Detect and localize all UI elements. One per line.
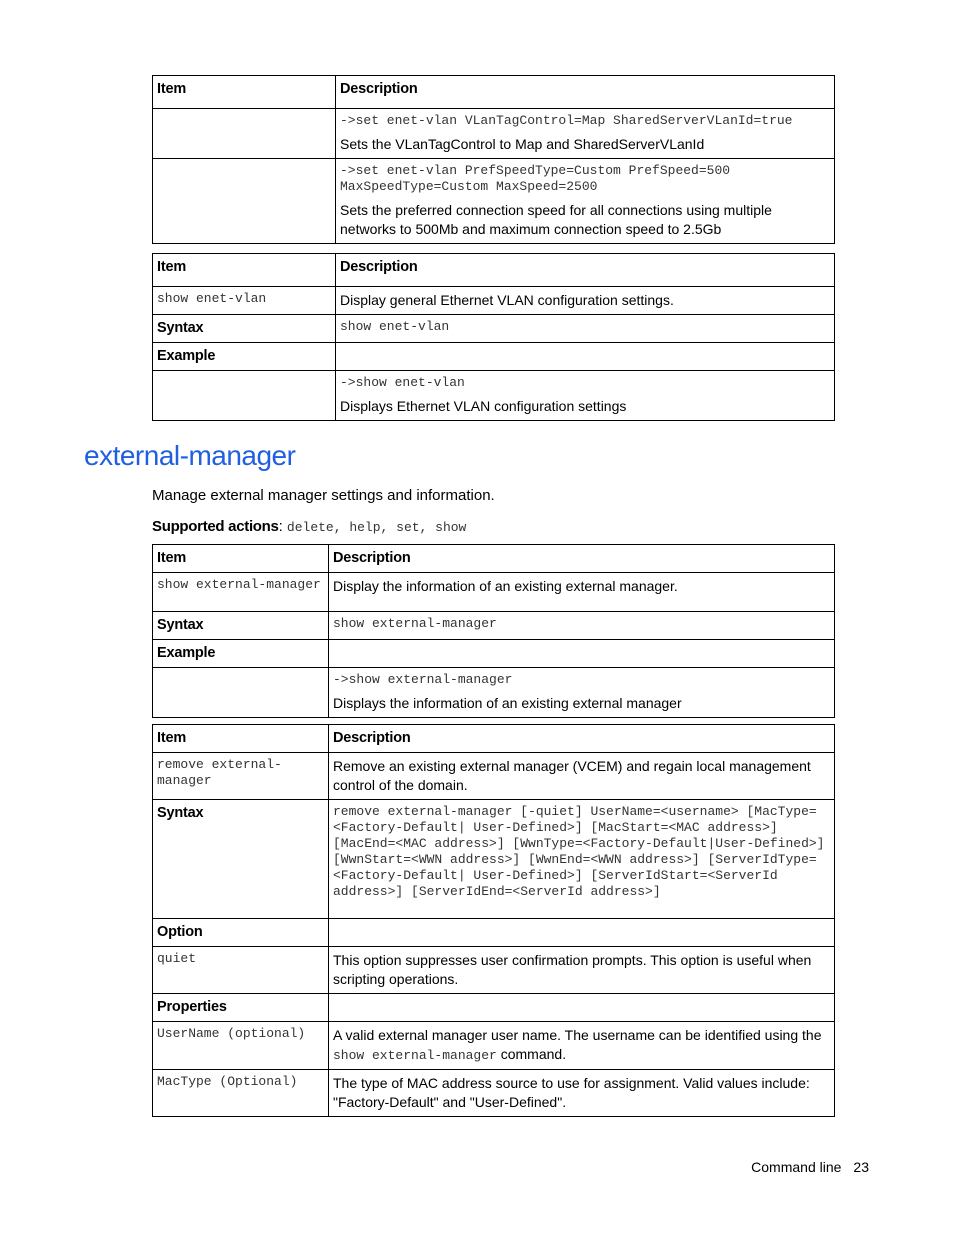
example-cell bbox=[336, 159, 835, 244]
option-name-cell bbox=[153, 947, 329, 994]
property-name-cell bbox=[153, 1070, 329, 1117]
example-command: ->set enet-vlan PrefSpeedType=Custom PrefSpeed=500 MaxSpeedType=Custom MaxSpeed=2500 bbox=[340, 163, 731, 194]
command-name-cell bbox=[153, 573, 329, 612]
syntax-text: show enet-vlan bbox=[340, 319, 450, 334]
property-name-cell bbox=[153, 1022, 329, 1070]
example-command: ->set enet-vlan VLanTagControl=Map SharedServerVLanId=true bbox=[340, 113, 793, 128]
header-description: Description bbox=[336, 76, 835, 109]
username-desc-suffix: command. bbox=[500, 1046, 567, 1062]
show-external-manager-table bbox=[152, 544, 835, 718]
command-name: show external-manager bbox=[157, 577, 321, 592]
syntax-label: Syntax bbox=[153, 315, 336, 343]
syntax-cell bbox=[336, 315, 835, 343]
remove-external-manager-table bbox=[152, 724, 835, 1117]
example-description: Sets the VLanTagControl to Map and SharedServerVLanId bbox=[340, 136, 705, 152]
example-label: Example bbox=[153, 640, 329, 668]
property-username: UserName (optional) bbox=[157, 1026, 306, 1041]
example-cell bbox=[336, 371, 835, 421]
property-mactype-description: The type of MAC address source to use for assignment. Valid values include: "Factory-Default" and "User-Defined". bbox=[329, 1070, 835, 1117]
username-desc-command: show external-manager bbox=[333, 1048, 497, 1063]
empty-cell bbox=[153, 668, 329, 718]
syntax-text: remove external-manager [-quiet] UserName=<username> [MacType=<Factory-Default| User-Defined>] [MacStart=<MAC address>] [MacEnd=<MAC address>] [WwnType=<Factory-Default|User-Defined>] [WwnStart=<WWN address>] [WwnEnd=<WWN address>] [ServerIdType=<Factory-Default| User-Defined>] [ServerIdStart=<ServerId address>] [ServerIdEnd=<ServerId address>] bbox=[333, 804, 825, 899]
empty-cell bbox=[329, 640, 835, 668]
page-number: 23 bbox=[853, 1159, 869, 1175]
empty-cell bbox=[329, 919, 835, 947]
example-command: ->show enet-vlan bbox=[340, 375, 465, 390]
empty-cell bbox=[153, 371, 336, 421]
example-description: Sets the preferred connection speed for all connections using multiple networks to 500Mb and maximum connection speed to 2.5Gb bbox=[340, 202, 772, 237]
syntax-label: Syntax bbox=[153, 800, 329, 919]
supported-actions-list: delete, help, set, show bbox=[286, 520, 467, 535]
syntax-text: show external-manager bbox=[333, 616, 497, 631]
set-enet-vlan-table bbox=[152, 75, 835, 244]
supported-actions-label: Supported actions bbox=[152, 518, 279, 535]
option-label: Option bbox=[153, 919, 329, 947]
syntax-cell bbox=[329, 800, 835, 919]
option-quiet: quiet bbox=[157, 951, 197, 966]
supported-actions-colon: : bbox=[278, 518, 283, 535]
footer-label: Command line bbox=[751, 1159, 842, 1175]
section-title: external-manager bbox=[84, 440, 296, 471]
command-description: Remove an existing external manager (VCEM) and regain local management control of the domain. bbox=[329, 753, 835, 800]
header-description: Description bbox=[329, 545, 835, 573]
empty-cell bbox=[329, 994, 835, 1022]
header-item: Item bbox=[153, 725, 329, 753]
example-description: Displays the information of an existing external manager bbox=[333, 695, 682, 711]
command-name-cell bbox=[153, 287, 336, 315]
supported-actions bbox=[152, 518, 466, 535]
section-intro: Manage external manager settings and information. bbox=[152, 487, 495, 504]
header-description: Description bbox=[329, 725, 835, 753]
example-description: Displays Ethernet VLAN configuration settings bbox=[340, 398, 627, 414]
show-enet-vlan-table bbox=[152, 253, 835, 421]
option-quiet-description: This option suppresses user confirmation prompts. This option is useful when scripting operations. bbox=[329, 947, 835, 994]
syntax-cell bbox=[329, 612, 835, 640]
header-description: Description bbox=[336, 254, 835, 287]
empty-cell bbox=[336, 343, 835, 371]
header-item: Item bbox=[153, 254, 336, 287]
property-mactype: MacType (Optional) bbox=[157, 1074, 298, 1089]
header-item: Item bbox=[153, 545, 329, 573]
header-item: Item bbox=[153, 76, 336, 109]
properties-label: Properties bbox=[153, 994, 329, 1022]
example-command: ->show external-manager bbox=[333, 672, 513, 687]
syntax-label: Syntax bbox=[153, 612, 329, 640]
command-description: Display the information of an existing external manager. bbox=[329, 573, 835, 612]
example-cell bbox=[329, 668, 835, 718]
page-footer bbox=[751, 1159, 869, 1175]
command-description: Display general Ethernet VLAN configuration settings. bbox=[336, 287, 835, 315]
empty-cell bbox=[153, 159, 336, 244]
command-name-cell bbox=[153, 753, 329, 800]
username-desc-text: A valid external manager user name. The username can be identified using the bbox=[333, 1027, 822, 1043]
example-label: Example bbox=[153, 343, 336, 371]
property-username-description bbox=[329, 1022, 835, 1070]
empty-cell bbox=[153, 109, 336, 159]
example-cell bbox=[336, 109, 835, 159]
command-name: remove external-manager bbox=[157, 757, 282, 788]
command-name: show enet-vlan bbox=[157, 291, 267, 306]
